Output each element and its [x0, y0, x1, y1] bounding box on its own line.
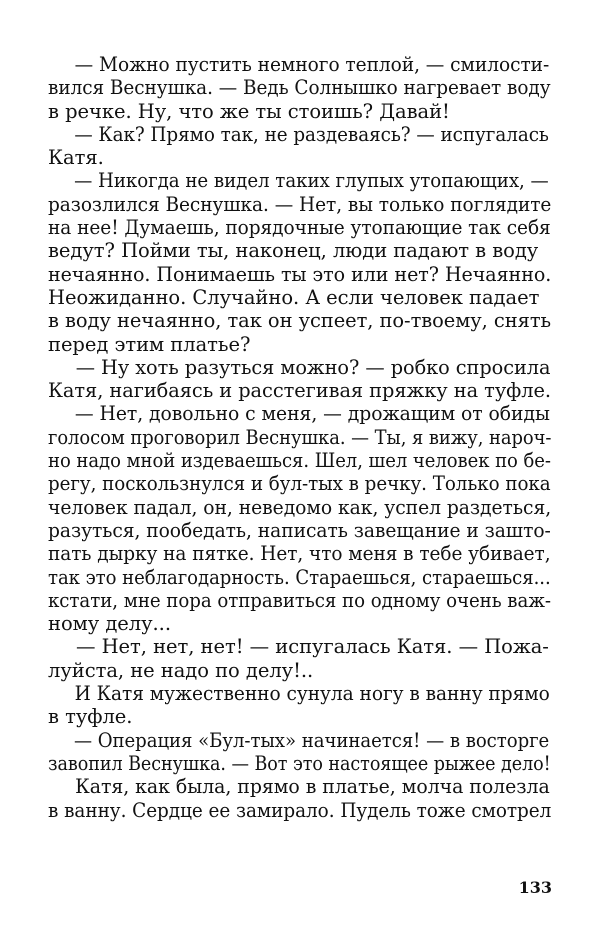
text-line: Катя, как была, прямо в платье, молча полезла	[75, 775, 550, 799]
text-line: разуться, пообедать, написать завещание и зашто-	[48, 518, 551, 542]
page-number: 133	[518, 878, 552, 897]
text-line: нечаянно. Понимаешь ты это или нет? Нечаянно.	[48, 262, 552, 286]
text-line: разозлился Веснушка. — Нет, вы только поглядите	[48, 192, 552, 216]
text-line: Катя.	[48, 146, 104, 170]
text-line: перед этим платье?	[48, 332, 251, 356]
text-line: вился Веснушка. — Ведь Солнышко нагревает воду	[48, 76, 551, 100]
text-line: на нее! Думаешь, порядочные утопающие так себя	[48, 216, 551, 240]
text-line: так это неблагодарность. Стараешься, стараешься...	[48, 565, 551, 589]
text-line: — Нет, нет, нет! — испугалась Катя. — Пожа-	[76, 635, 549, 659]
text-line: Катя, нагибаясь и расстегивая пряжку на туфле.	[48, 379, 551, 403]
text-line: в туфле.	[48, 705, 133, 729]
text-line: — Можно пустить немного теплой, — смилости-	[74, 53, 550, 76]
text-line: пать дырку на пятке. Нет, что меня в тебе убивает,	[48, 542, 551, 566]
text-line: человек падал, он, неведомо как, успел раздеться,	[48, 495, 552, 519]
text-line: — Ну хоть разуться можно? — робко спросила	[75, 355, 551, 379]
text-line: Неожиданно. Случайно. А если человек падает	[48, 285, 540, 309]
text-line: — Нет, довольно с меня, — дрожащим от обиды	[74, 402, 550, 426]
text-line: в ванну. Сердце ее замирало. Пудель тоже смотрел	[48, 798, 552, 822]
text-line: — Никогда не видел таких глупых утопающих, —	[74, 169, 549, 193]
text-line: — Как? Прямо так, не раздеваясь? — испугалась	[74, 122, 549, 146]
text-line: И Катя мужественно сунула ногу в ванну прямо	[74, 682, 550, 706]
text-line: в речке. Ну, что же ты стоишь? Давай!	[48, 99, 450, 123]
text-line: в воду нечаянно, так он успеет, по-твоему, снять	[48, 309, 552, 333]
text-line: ведут? Пойми ты, наконец, люди падают в воду	[48, 239, 539, 263]
body-text	[48, 53, 551, 822]
text-line: но надо мной издеваешься. Шел, шел человек по бе-	[48, 449, 551, 473]
text-line: ному делу...	[48, 612, 171, 636]
text-line: — Операция «Бул-тых» начинается! — в восторге	[73, 728, 550, 752]
text-line: регу, поскользнулся и бул-тых в речку. Только пока	[48, 472, 551, 496]
text-line: голосом проговорил Веснушка. — Ты, я вижу, нароч-	[48, 425, 552, 449]
text-line: кстати, мне пора отправиться по одному очень важ-	[48, 588, 552, 612]
text-line: завопил Веснушка. — Вот это настоящее рыжее дело!	[48, 751, 551, 775]
text-line: луйста, не надо по делу!..	[48, 658, 314, 682]
